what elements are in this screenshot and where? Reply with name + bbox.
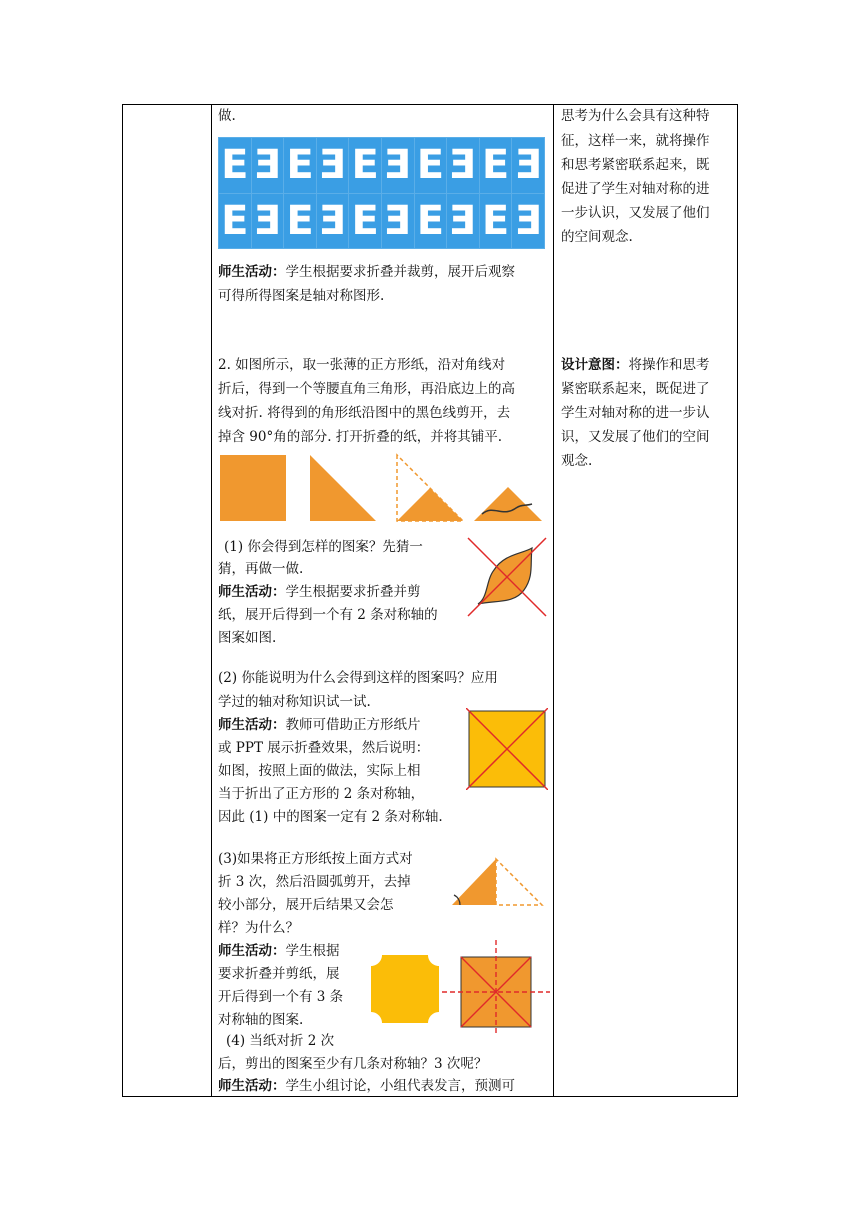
e-pattern-cell: E [349, 194, 381, 249]
part-3-activity-line2: 要求折叠并剪纸，展 [218, 966, 340, 982]
note-line2: 征，这样一来，就将操作 [561, 133, 710, 149]
part-4-line1: (4) 当纸对折 2 次 [226, 1033, 335, 1049]
leaf-shape-figure [466, 536, 548, 618]
note-line1: 思考为什么会具有这种特 [561, 108, 710, 124]
activity-label: 师生活动： [218, 1078, 286, 1094]
e-pattern-cell: E [252, 138, 284, 193]
part-1-activity-line2: 纸，展开后得到一个有 2 条对称轴的 [218, 607, 438, 623]
square-paper [220, 455, 286, 521]
e-pattern-cell: E [252, 194, 284, 249]
e-pattern-cell: E [219, 194, 251, 249]
e-pattern-cell: E [284, 194, 316, 249]
question-2-line3: 线对折. 将得到的角形纸沿图中的黑色线剪开，去 [218, 405, 511, 421]
design-intent-line2: 紧密联系起来，既促进了 [561, 381, 710, 397]
part-3-activity-line4: 对称轴的图案. [218, 1012, 304, 1028]
design-intent-line4: 识，又发展了他们的空间 [561, 429, 710, 445]
part-2-activity: 师生活动：教师可借助正方形纸片 [218, 717, 421, 733]
e-pattern-cell: E [480, 194, 512, 249]
part-1-line2: 猜，再做一做. [218, 561, 304, 577]
square-four-axes-figure [440, 938, 552, 1038]
lesson-table [122, 104, 738, 1097]
e-pattern-cell: E [382, 194, 414, 249]
cut-octagon [371, 955, 439, 1023]
activity-label: 师生活动： [218, 584, 286, 600]
part-3-activity-line3: 开后得到一个有 3 条 [218, 989, 344, 1005]
e-pattern-cell: E [382, 138, 414, 193]
e-pattern-cell: E [512, 194, 544, 249]
square-axes-figure [466, 708, 548, 790]
note-line6: 的空间观念. [561, 229, 633, 245]
fold-dashed-outline [496, 859, 542, 905]
e-pattern-cell: E [317, 138, 349, 193]
part-3-line4: 样？为什么？ [218, 920, 299, 936]
part-2-activity-line5: 因此 (1) 中的图案一定有 2 条对称轴. [218, 809, 443, 825]
part-2-line1: (2) 你能说明为什么会得到这样的图案吗？应用 [218, 670, 498, 686]
activity-label: 师生活动： [218, 264, 286, 280]
column-divider-1 [211, 105, 212, 1096]
activity-1: 师生活动：学生根据要求折叠并裁剪，展开后观察 [218, 264, 515, 280]
e-pattern-cell: E [219, 138, 251, 193]
cut-octagon-figure [368, 952, 442, 1026]
activity-label: 师生活动： [218, 717, 286, 733]
note-line5: 一步认识，又发展了他们 [561, 205, 710, 221]
part-3-line2: 折 3 次，然后沿圆弧剪开，去掉 [218, 874, 411, 890]
e-pattern-cell: E [415, 194, 447, 249]
part-4-activity: 师生活动：学生小组讨论，小组代表发言，预测可 [218, 1078, 515, 1094]
design-intent-label: 设计意图： [561, 357, 629, 373]
triple-fold-figure [450, 855, 546, 909]
text-zuo: 做. [218, 108, 236, 124]
design-intent-line3: 学生对轴对称的进一步认 [561, 405, 710, 421]
e-pattern-cell: E [317, 194, 349, 249]
diagonal-fold [310, 455, 376, 521]
question-2-line2: 折后，得到一个等腰直角三角形，再沿底边上的高 [218, 381, 515, 397]
part-3-activity: 师生活动：学生根据 [218, 943, 340, 959]
e-pattern-grid [218, 137, 545, 249]
part-4-line2: 后，剪出的图案至少有几条对称轴？3 次呢？ [218, 1056, 488, 1072]
part-1-activity: 师生活动：学生根据要求折叠并剪 [218, 584, 421, 600]
half-fold-solid [397, 488, 463, 521]
question-2-line4: 掉含 90°角的部分. 打开折叠的纸，并将其铺平. [218, 429, 503, 445]
note-line4: 促进了学生对轴对称的进 [561, 181, 710, 197]
e-pattern-cell: E [447, 138, 479, 193]
activity-1-line2: 可得所得图案是轴对称图形. [218, 288, 385, 304]
activity-label: 师生活动： [218, 943, 286, 959]
design-intent: 设计意图：将操作和思考 [561, 357, 710, 373]
e-pattern-cell: E [284, 138, 316, 193]
note-line3: 和思考紧密联系起来，既 [561, 157, 710, 173]
e-pattern-cell: E [447, 194, 479, 249]
part-2-activity-line2: 或 PPT 展示折叠效果，然后说明： [218, 740, 430, 756]
part-2-activity-line4: 当于折出了正方形的 2 条对称轴， [218, 786, 425, 802]
part-2-activity-line3: 如图，按照上面的做法，实际上相 [218, 763, 421, 779]
e-pattern-cell: E [349, 138, 381, 193]
question-2-line1: 2. 如图所示，取一张薄的正方形纸，沿对角线对 [218, 357, 506, 373]
part-1-line1: (1) 你会得到怎样的图案？先猜一 [224, 539, 423, 555]
part-1-activity-line3: 图案如图. [218, 630, 277, 646]
e-pattern-cell: E [512, 138, 544, 193]
part-2-line2: 学过的轴对称知识试一试. [218, 694, 371, 710]
e-pattern-cell: E [415, 138, 447, 193]
part-3-line1: (3)如果将正方形纸按上面方式对 [218, 851, 413, 867]
folding-steps-figure [216, 452, 546, 524]
column-divider-2 [553, 105, 554, 1096]
part-3-line3: 较小部分，展开后结果又会怎 [218, 897, 394, 913]
design-intent-line5: 观念. [561, 453, 593, 469]
e-pattern-cell: E [480, 138, 512, 193]
